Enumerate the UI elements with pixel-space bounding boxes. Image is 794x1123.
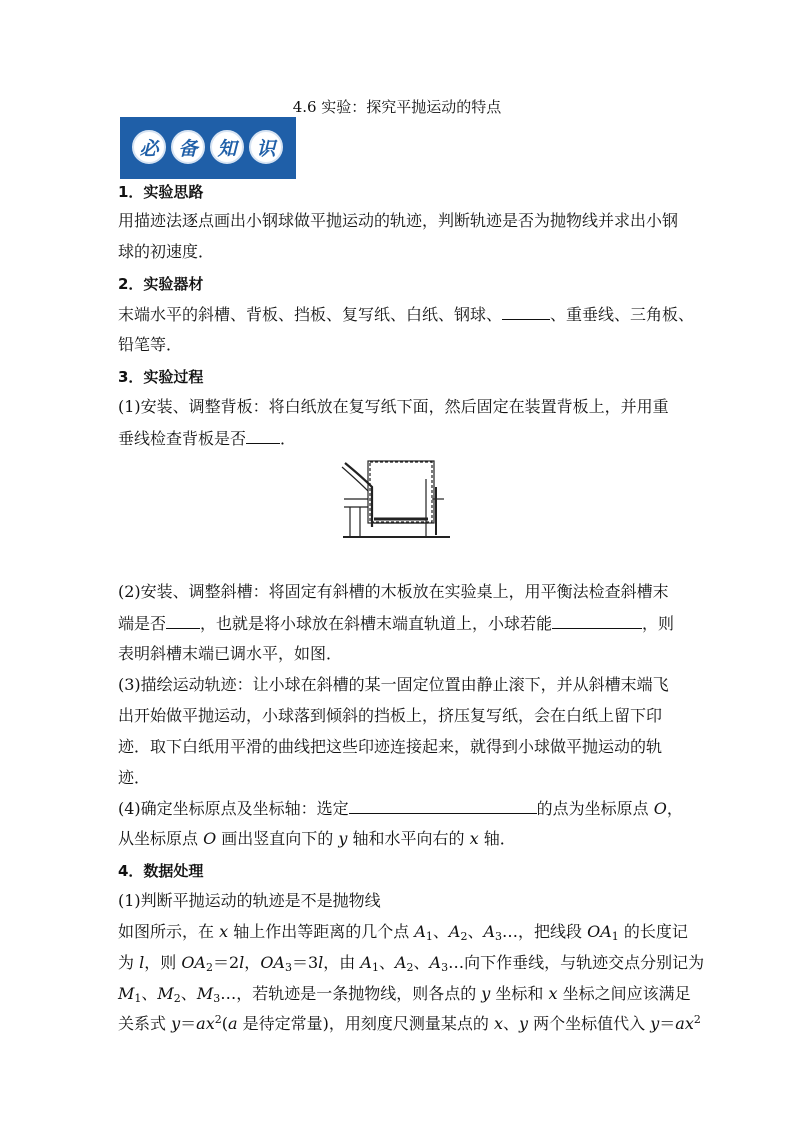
step-3-line-1: (3)描绘运动轨迹：让小球在斜槽的某一固定位置由静止滚下，并从斜槽末端飞	[118, 675, 669, 694]
data-line-2	[118, 952, 705, 974]
t: 向下作垂线，与轨迹交点分别记为	[464, 953, 705, 972]
t: 从坐标原点	[118, 829, 204, 848]
t: 为	[118, 953, 140, 972]
answer-blank-vertical	[246, 427, 280, 444]
equipment-text-b: 、重垂线、三角板、	[550, 305, 695, 324]
banner-char-2: 备	[171, 130, 205, 164]
step-3-line-4: 迹．	[118, 768, 151, 787]
step-2-line-3: 表明斜槽末端已调水平，如图．	[118, 644, 343, 663]
origin-symbol-2: O	[203, 829, 217, 848]
section-2-text-line-1	[118, 303, 695, 326]
step-4-text-a: (4)确定坐标原点及坐标轴：选定	[118, 799, 349, 818]
a-symbol: a	[227, 1014, 238, 1033]
step-2-text-c: ，则	[642, 614, 675, 633]
section-2-heading: 2．实验器材	[118, 275, 204, 293]
y-symbol: y	[338, 829, 348, 848]
banner-char-4: 识	[249, 130, 283, 164]
t: 两个坐标值代入	[528, 1014, 651, 1033]
points-m1-m3: $M_1$、$M_2$、$M_3\dots$	[118, 984, 237, 1005]
y-symbol: y	[518, 1014, 529, 1033]
t: (	[221, 1014, 228, 1033]
section-1-heading: 1．实验思路	[118, 183, 204, 201]
t: 关系式	[118, 1014, 172, 1033]
t: ，把线段	[518, 922, 588, 941]
eq-oa3: $OA_3=3l$	[260, 953, 324, 974]
t: 轴上作出等距离的几个点	[228, 922, 415, 941]
banner-char-3: 知	[210, 130, 244, 164]
section-4-heading: 4．数据处理	[118, 862, 204, 880]
step-2-line-2	[118, 612, 678, 635]
data-line-3	[118, 983, 691, 1005]
equipment-text-a: 末端水平的斜槽、背板、挡板、复写纸、白纸、钢球、	[118, 305, 503, 324]
t: ，	[244, 953, 261, 972]
section-1-text-line-2: 球的初速度．	[118, 242, 215, 261]
answer-blank-ball-state	[552, 612, 642, 629]
step-1-line-1: (1)安装、调整背板：将白纸放在复写纸下面，然后固定在装置背板上，并用重	[118, 397, 669, 416]
step-2-line-1: (2)安装、调整斜槽：将固定有斜槽的木板放在实验桌上，用平衡法检查斜槽末	[118, 582, 669, 601]
formula-parabola: $y=ax^2$	[171, 1013, 222, 1033]
t: ，由	[323, 953, 361, 972]
t: ，若轨迹是一条抛物线，则各点的	[236, 984, 482, 1003]
x-symbol: x	[219, 922, 229, 941]
step-2-text-a: 端是否	[118, 614, 167, 633]
data-subheading: (1)判断平抛运动的轨迹是不是抛物线	[118, 891, 381, 910]
l-symbol: l	[139, 953, 145, 972]
eq-oa2: $OA_2=2l$	[181, 953, 245, 974]
step-1-text: 垂线检查背板是否	[118, 429, 247, 448]
x-symbol: x	[469, 829, 479, 848]
step-3-line-2: 出开始做平抛运动，小球落到倾斜的挡板上，挤压复写纸，会在白纸上留下印	[118, 706, 663, 725]
answer-blank-horizontal	[166, 612, 200, 629]
t: 轴．	[478, 829, 516, 848]
y-symbol: y	[481, 984, 491, 1003]
formula-parabola-2: $y=ax^2$	[650, 1013, 701, 1033]
step-2-text-b: ，也就是将小球放在斜槽末端直轨道上，小球若能	[200, 614, 553, 633]
section-3-heading: 3．实验过程	[118, 368, 204, 386]
t: 轴和水平向右的	[347, 829, 470, 848]
t: 的长度记	[618, 922, 688, 941]
step-4-text-b: 的点为坐标原点	[536, 799, 654, 818]
t: 如图所示，在	[118, 922, 220, 941]
step-4-line-2	[118, 828, 678, 850]
t: ，则	[144, 953, 182, 972]
apparatus-figure	[340, 459, 454, 539]
data-line-4	[118, 1013, 701, 1035]
step-1-line-2	[118, 427, 678, 450]
t: 是待定常量)，用刻度尺测量某点的	[237, 1014, 494, 1033]
points-a1-a3-2: $A_1$、$A_2$、$A_3\dots$	[360, 953, 465, 974]
section-banner	[120, 117, 296, 179]
origin-symbol: O	[653, 799, 667, 818]
section-2-text-line-2: 铅笔等．	[118, 335, 183, 354]
step-4-line-1	[118, 797, 683, 820]
answer-blank-equipment	[502, 303, 550, 320]
answer-blank-origin	[349, 797, 537, 814]
step-4-text-c: ，	[666, 799, 683, 818]
t: 画出竖直向下的	[216, 829, 339, 848]
x-symbol: x	[493, 1014, 503, 1033]
x-symbol: x	[548, 984, 558, 1003]
section-1-text-line-1: 用描迹法逐点画出小钢球做平抛运动的轨迹，判断轨迹是否为抛物线并求出小钢	[118, 211, 679, 230]
points-a1-a3: $A_1$、$A_2$、$A_3\dots$	[414, 922, 519, 943]
page-title: 4.6 实验：探究平抛运动的特点	[292, 98, 502, 116]
data-line-1	[118, 921, 688, 943]
t: 坐标之间应该满足	[557, 984, 691, 1003]
step-1-end: ．	[280, 429, 297, 448]
segment-oa1: $OA_1$	[587, 922, 619, 943]
banner-char-1: 必	[132, 130, 166, 164]
step-3-line-3: 迹．取下白纸用平滑的曲线把这些印迹连接起来，就得到小球做平抛运动的轨	[118, 737, 663, 756]
t: 坐标和	[490, 984, 549, 1003]
t: 、	[502, 1014, 519, 1033]
